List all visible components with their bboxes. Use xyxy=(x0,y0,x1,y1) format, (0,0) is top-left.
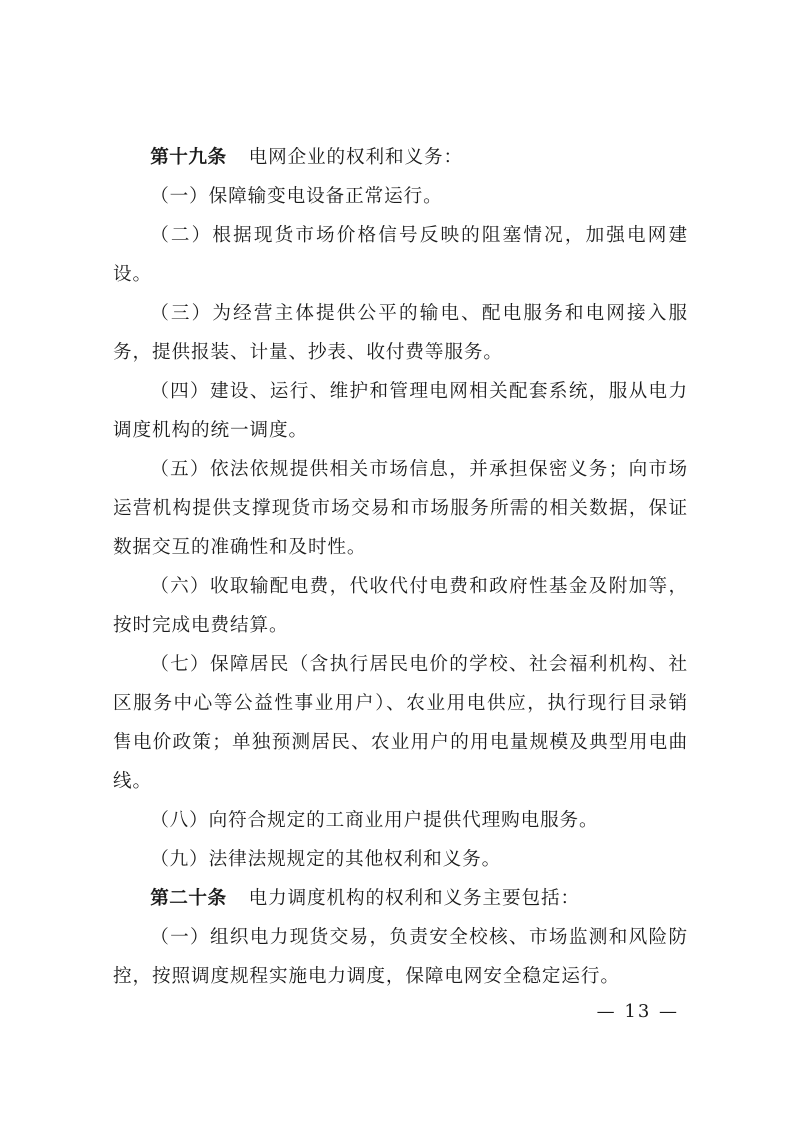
article-20-heading-text: 电力调度机构的权利和义务主要包括： xyxy=(248,888,580,909)
article-19-item-4: （四）建设、运行、维护和管理电网相关配套系统，服从电力调度机构的统一调度。 xyxy=(113,381,688,441)
article-19-item-3: （三）为经营主体提供公平的输电、配电服务和电网接入服务，提供报装、计量、抄表、收付费等服务。 xyxy=(113,303,688,363)
article-19-item-6: （六）收取输配电费，代收代付电费和政府性基金及附加等，按时完成电费结算。 xyxy=(113,576,688,636)
document-body xyxy=(113,138,688,996)
article-19-item-5: （五）依法依规提供相关市场信息，并承担保密义务；向市场运营机构提供支撑现货市场交易和市场服务所需的相关数据，保证数据交互的准确性和及时性。 xyxy=(113,459,688,558)
article-19-heading xyxy=(113,138,688,177)
article-19-item-9: （九）法律法规规定的其他权利和义务。 xyxy=(150,849,502,870)
article-20-item-1: （一）组织电力现货交易，负责安全校核、市场监测和风险防控，按照调度规程实施电力调度，保障电网安全稳定运行。 xyxy=(113,927,688,987)
page-number: — 13 — xyxy=(596,1001,679,1022)
article-19-item-7: （七）保障居民（含执行居民电价的学校、社会福利机构、社区服务中心等公益性事业用户）、农业用电供应，执行现行目录销售电价政策；单独预测居民、农业用户的用电量规模及典型用电曲线。 xyxy=(113,654,688,792)
article-19-item-1: （一）保障输变电设备正常运行。 xyxy=(150,186,443,207)
article-20-heading xyxy=(113,879,688,918)
article-19-item-2: （二）根据现货市场价格信号反映的阻塞情况，加强电网建设。 xyxy=(113,225,688,285)
article-19-title: 第十九条 xyxy=(150,147,227,168)
article-19-heading-text: 电网企业的权利和义务： xyxy=(248,147,464,168)
article-19-item-8: （八）向符合规定的工商业用户提供代理购电服务。 xyxy=(150,810,599,831)
article-20-title: 第二十条 xyxy=(150,888,227,909)
